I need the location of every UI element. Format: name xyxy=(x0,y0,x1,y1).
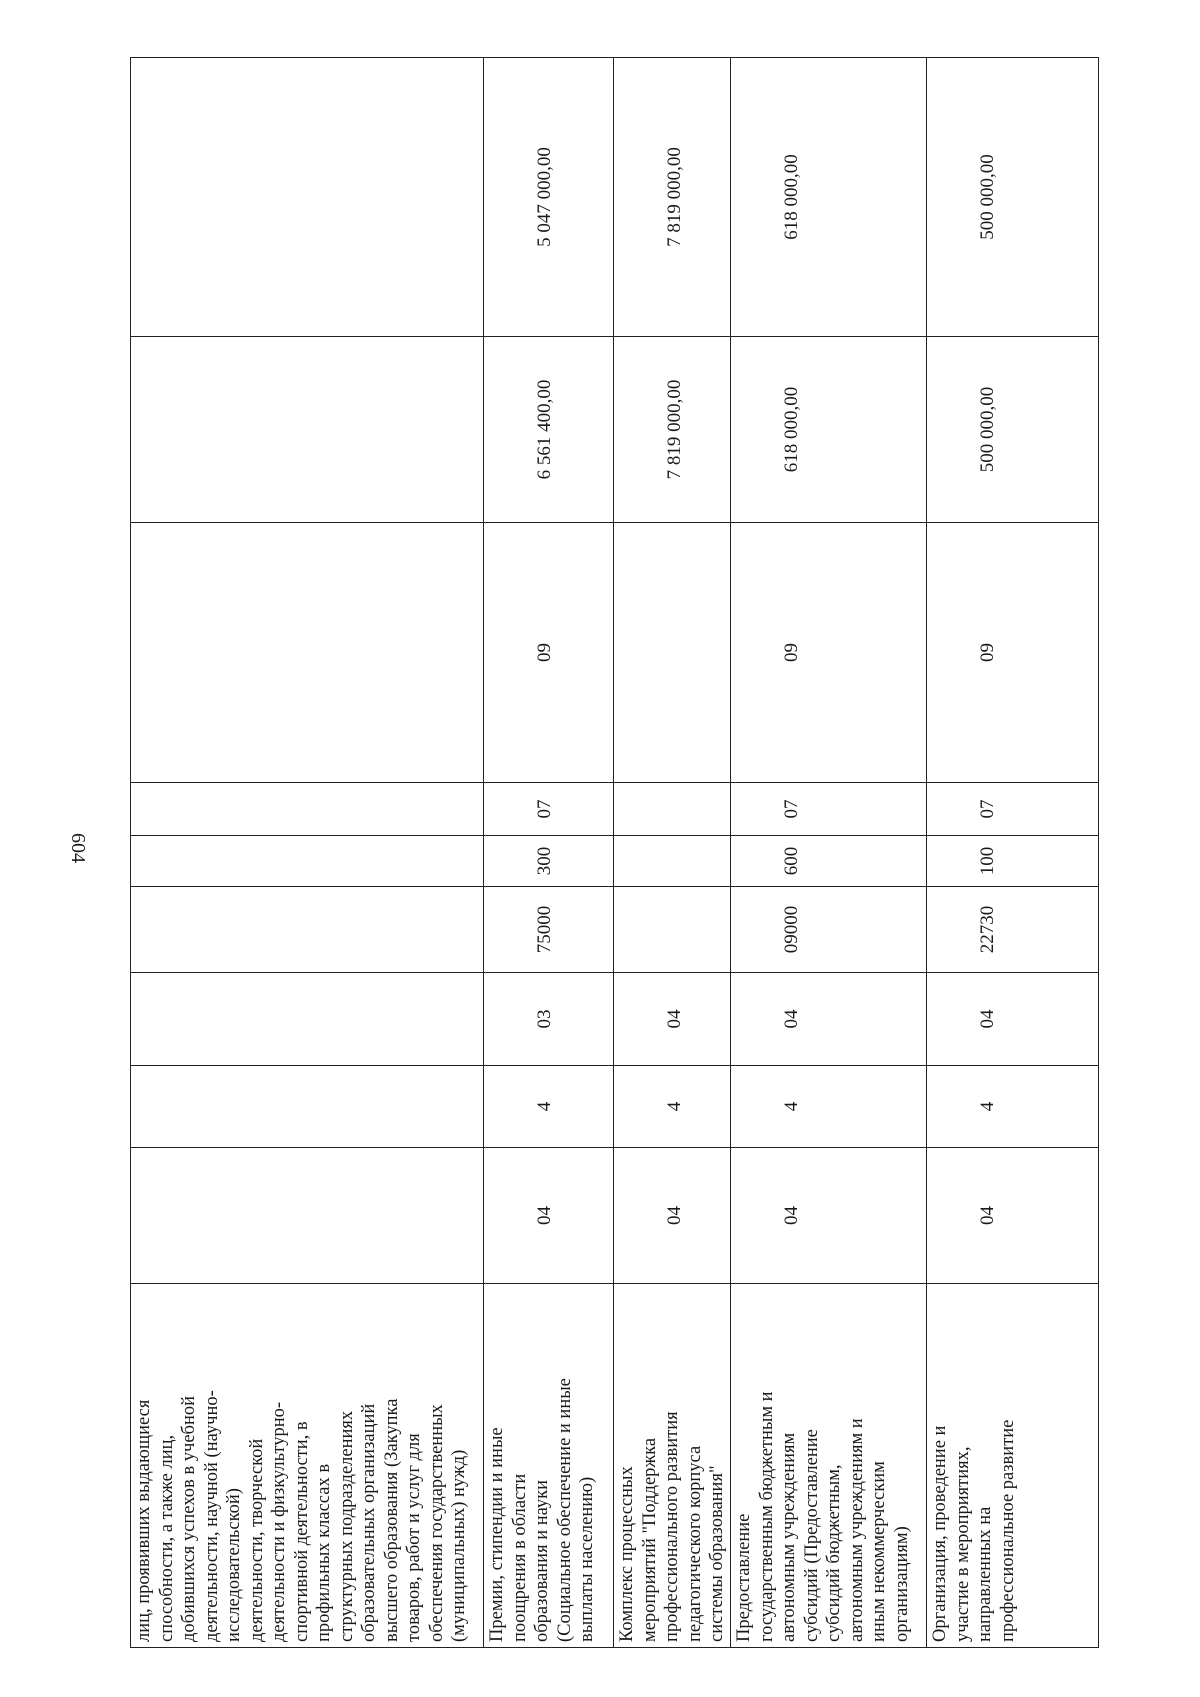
description-line: образования и науки xyxy=(532,1479,552,1642)
code-3-cell: 04 xyxy=(927,973,1099,1066)
amount-2-cell: 500 000,00 xyxy=(927,58,1099,337)
description-line: профессионального развития xyxy=(662,1411,682,1642)
code-5-cell: 600 xyxy=(731,836,927,887)
amount-1-cell xyxy=(131,337,484,523)
code-5-cell: 300 xyxy=(484,836,614,887)
description-line: субсидий бюджетным, xyxy=(824,1464,844,1642)
description-line: участие в мероприятиях, xyxy=(952,1446,973,1642)
code-6-cell xyxy=(131,783,484,836)
code-7-cell: 09 xyxy=(484,523,614,783)
code-2-cell xyxy=(131,1066,484,1148)
description-line: педагогического корпуса xyxy=(684,1445,705,1642)
description-line: Премии, стипендии и иные xyxy=(487,1427,507,1642)
code-3-cell: 04 xyxy=(731,973,927,1066)
code-7-cell xyxy=(131,523,484,783)
code-4-cell xyxy=(614,887,731,973)
description-line: профильных классах в xyxy=(314,1463,334,1642)
amount-1-cell: 618 000,00 xyxy=(731,337,927,523)
code-3-cell: 03 xyxy=(484,973,614,1066)
code-1-cell: 04 xyxy=(731,1148,927,1284)
code-6-cell xyxy=(614,783,731,836)
description-cell xyxy=(731,1284,927,1648)
code-4-cell: 09000 xyxy=(731,887,927,973)
code-6-cell: 07 xyxy=(731,783,927,836)
description-cell xyxy=(131,1284,484,1648)
description-line: Предоставление xyxy=(734,1513,754,1642)
description-line: деятельности, творческой xyxy=(246,1438,267,1642)
description-line: выплаты населению) xyxy=(577,1476,597,1642)
rotated-page-content xyxy=(130,58,1098,1648)
description-line: исследовательской) xyxy=(224,1488,244,1642)
description-line: Организация, проведение и xyxy=(930,1425,950,1642)
code-2-cell: 4 xyxy=(484,1066,614,1148)
description-line: высшего образования (Закупка xyxy=(381,1398,402,1642)
code-1-cell xyxy=(131,1148,484,1284)
description-line: профессиональное развитие xyxy=(997,1419,1018,1642)
description-line: поощрения в области xyxy=(509,1473,530,1642)
code-3-cell: 04 xyxy=(614,973,731,1066)
description-line: автономным учреждениям и xyxy=(846,1418,867,1642)
description-line: субсидий (Предоставление xyxy=(801,1429,822,1642)
description-line: направленных на xyxy=(975,1506,995,1642)
code-3-cell xyxy=(131,973,484,1066)
amount-1-cell: 6 561 400,00 xyxy=(484,337,614,523)
table-row xyxy=(927,58,1099,1648)
code-7-cell: 09 xyxy=(927,523,1099,783)
code-4-cell: 75000 xyxy=(484,887,614,973)
code-2-cell: 4 xyxy=(731,1066,927,1148)
code-6-cell: 07 xyxy=(927,783,1099,836)
description-line: государственным бюджетным и xyxy=(756,1391,777,1642)
table-row xyxy=(614,58,731,1648)
description-line: (муниципальных) нужд) xyxy=(449,1449,469,1642)
page-number: 604 xyxy=(67,833,89,863)
description-line: товаров, работ и услуг для xyxy=(404,1433,424,1642)
amount-1-cell: 500 000,00 xyxy=(927,337,1099,523)
description-line: способности, а также лиц, xyxy=(156,1434,177,1642)
code-5-cell xyxy=(131,836,484,887)
code-1-cell: 04 xyxy=(484,1148,614,1284)
description-line: деятельности и физкультурно- xyxy=(269,1401,289,1642)
code-7-cell xyxy=(614,523,731,783)
description-line: обеспечения государственных xyxy=(426,1404,447,1642)
code-1-cell: 04 xyxy=(614,1148,731,1284)
code-7-cell: 09 xyxy=(731,523,927,783)
amount-2-cell: 7 819 000,00 xyxy=(614,58,731,337)
description-line: спортивной деятельности, в xyxy=(291,1421,312,1642)
code-4-cell: 22730 xyxy=(927,887,1099,973)
description-line: мероприятий "Поддержка xyxy=(639,1437,660,1642)
table-row xyxy=(131,58,484,1648)
amount-1-cell: 7 819 000,00 xyxy=(614,337,731,523)
description-line: Комплекс процессных xyxy=(617,1466,637,1642)
amount-2-cell: 5 047 000,00 xyxy=(484,58,614,337)
description-line: структурных подразделениях xyxy=(336,1410,357,1642)
description-line: добившихся успехов в учебной xyxy=(179,1396,199,1642)
table-row xyxy=(731,58,927,1648)
code-1-cell: 04 xyxy=(927,1148,1099,1284)
description-line: организациям) xyxy=(891,1526,912,1642)
code-6-cell: 07 xyxy=(484,783,614,836)
table-row xyxy=(484,58,614,1648)
code-4-cell xyxy=(131,887,484,973)
code-2-cell: 4 xyxy=(927,1066,1099,1148)
description-line: автономным учреждениям xyxy=(779,1432,799,1642)
description-line: деятельности, научной (научно- xyxy=(201,1390,222,1642)
description-cell xyxy=(614,1284,731,1648)
code-5-cell: 100 xyxy=(927,836,1099,887)
description-line: иным некоммерческим xyxy=(869,1461,889,1642)
description-cell xyxy=(927,1284,1099,1648)
code-2-cell: 4 xyxy=(614,1066,731,1148)
description-line: образовательных организаций xyxy=(359,1403,379,1642)
description-line: системы образования" xyxy=(707,1465,727,1642)
amount-2-cell xyxy=(131,58,484,337)
description-cell xyxy=(484,1284,614,1648)
description-line: лиц, проявивших выдающиеся xyxy=(134,1399,154,1642)
budget-table xyxy=(130,57,1099,1648)
code-5-cell xyxy=(614,836,731,887)
description-line: (Социальное обеспечение и иные xyxy=(554,1378,575,1642)
amount-2-cell: 618 000,00 xyxy=(731,58,927,337)
